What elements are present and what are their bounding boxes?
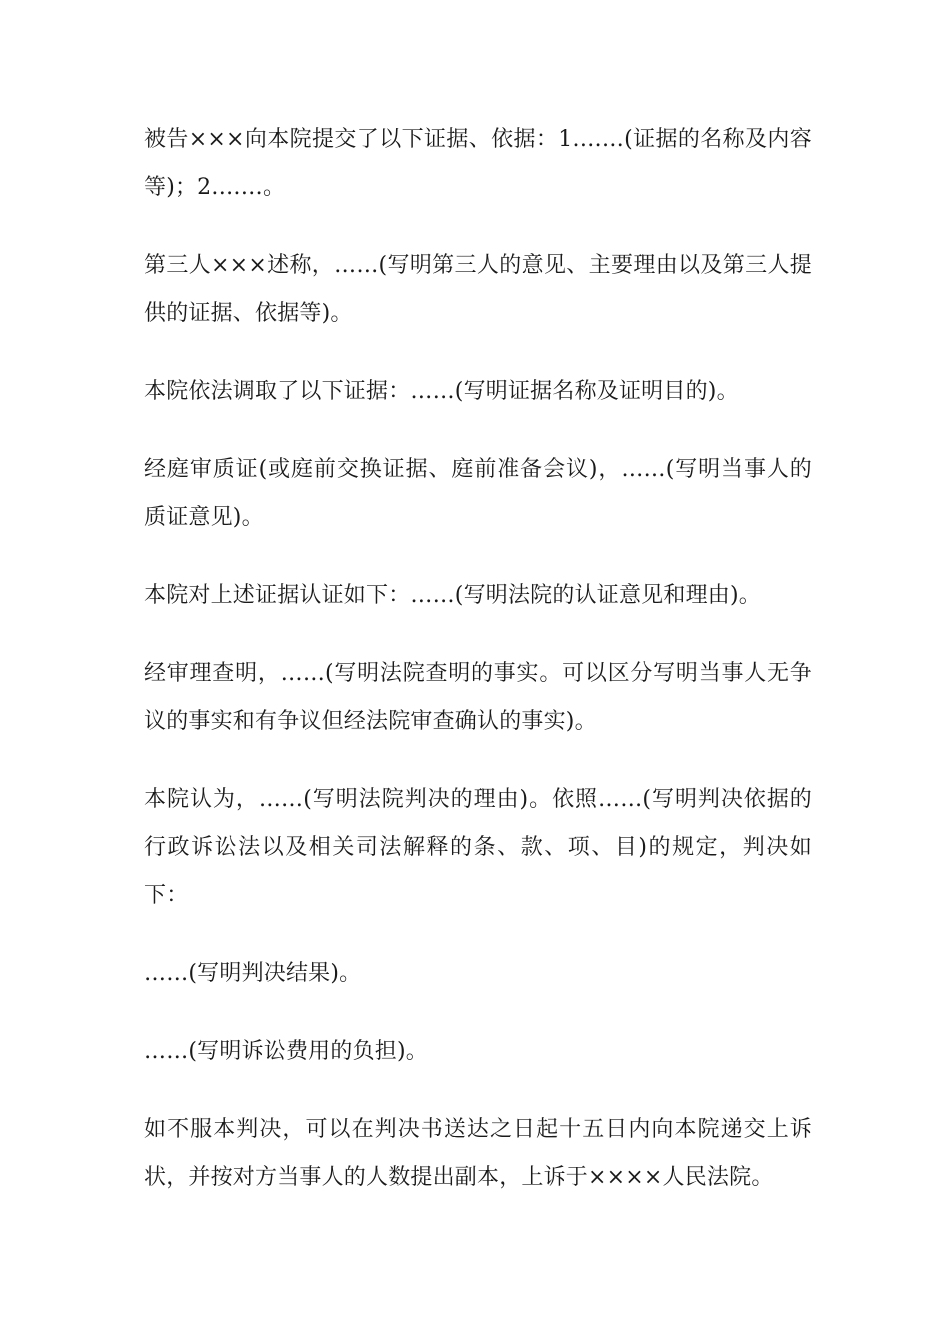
paragraph-litigation-costs: ……(写明诉讼费用的负担)。: [144, 1039, 428, 1064]
paragraph-court-collected-evidence: 本院依法调取了以下证据：……(写明证据名称及证明目的)。: [144, 379, 739, 404]
paragraph-third-party-statement: 第三人×××述称，……(写明第三人的意见、主要理由以及第三人提供的证据、依据等)。: [144, 253, 812, 326]
paragraph-defendant-evidence: 被告×××向本院提交了以下证据、依据：1.……(证据的名称及内容等)；2.……。: [144, 127, 812, 200]
document-body: [144, 116, 812, 1232]
paragraph-cross-examination: 经庭审质证(或庭前交换证据、庭前准备会议)，……(写明当事人的质证意见)。: [144, 457, 812, 530]
paragraph-evidence-authentication: 本院对上述证据认证如下：……(写明法院的认证意见和理由)。: [144, 583, 761, 608]
paragraph-judgment-result: ……(写明判决结果)。: [144, 961, 362, 986]
paragraph-appeal-notice: 如不服本判决，可以在判决书送达之日起十五日内向本院递交上诉状，并按对方当事人的人数提出副本，上诉于××××人民法院。: [144, 1117, 812, 1190]
paragraph-court-reasoning: 本院认为，……(写明法院判决的理由)。依照……(写明判决依据的行政诉讼法以及相关司法解释的条、款、项、目)的规定，判决如下：: [144, 787, 812, 908]
paragraph-facts-found: 经审理查明，……(写明法院查明的事实。可以区分写明当事人无争议的事实和有争议但经法院审查确认的事实)。: [144, 661, 812, 734]
